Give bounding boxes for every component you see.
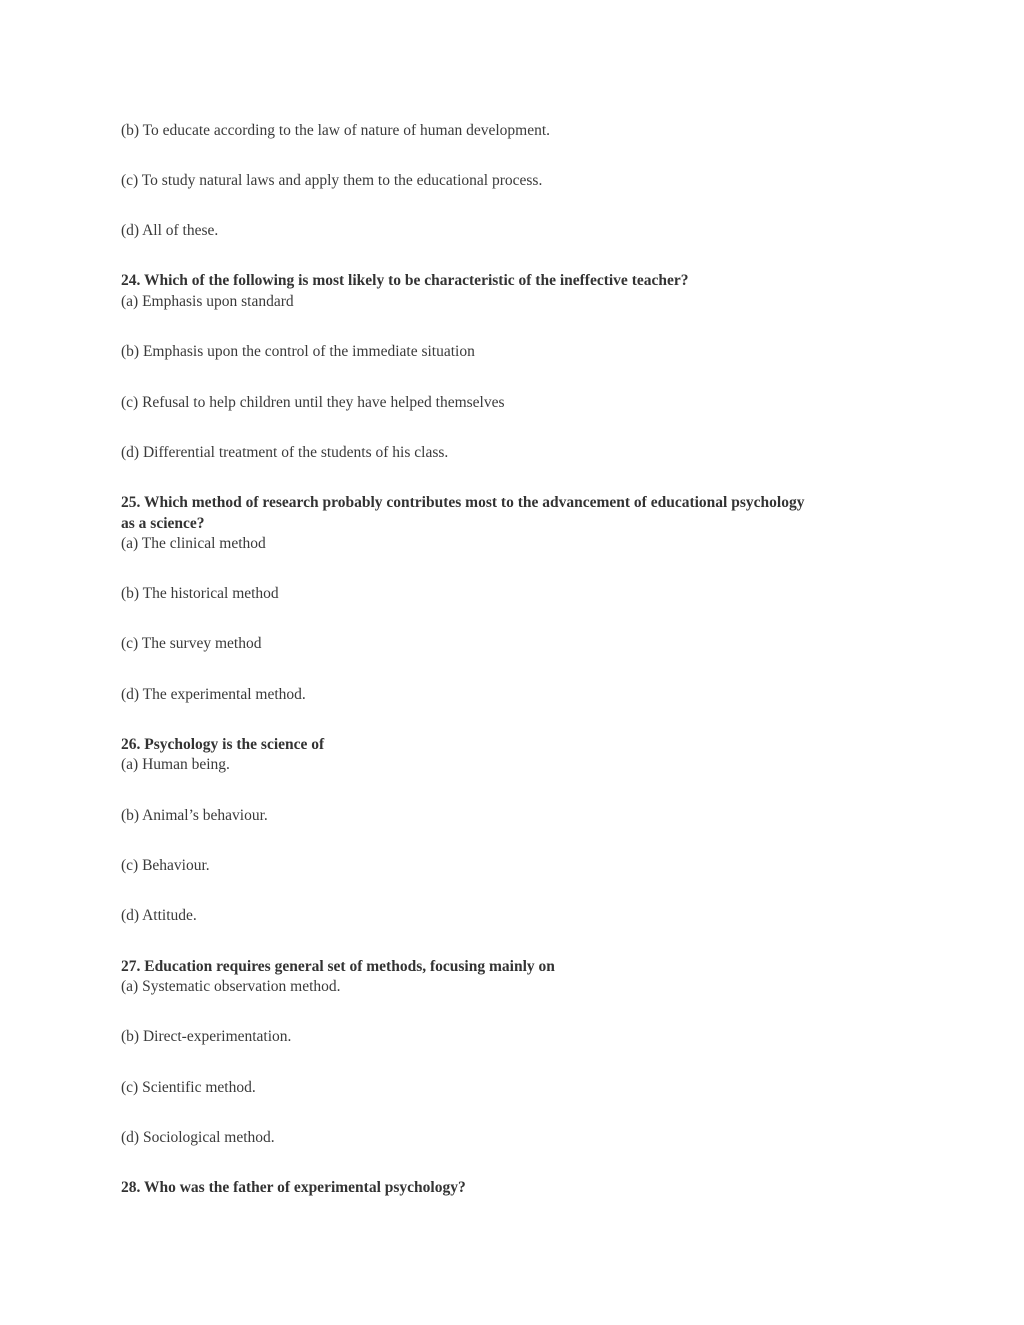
question-24: 24. Which of the following is most likely to be characteristic of the ineffective teacher? (121, 272, 689, 289)
question-25-continued: as a science? (121, 515, 205, 532)
q23-option-d: (d) All of these. (121, 222, 219, 239)
q27-option-d: (d) Sociological method. (121, 1129, 275, 1146)
q23-option-b: (b) To educate according to the law of nature of human development. (121, 122, 551, 139)
q26-option-b: (b) Animal’s behaviour. (121, 807, 268, 824)
question-27: 27. Education requires general set of methods, focusing mainly on (121, 958, 555, 975)
q27-option-b: (b) Direct-experimentation. (121, 1028, 292, 1045)
q25-option-b: (b) The historical method (121, 585, 279, 602)
q25-option-d: (d) The experimental method. (121, 686, 306, 703)
q27-option-c: (c) Scientific method. (121, 1079, 256, 1096)
q26-option-d: (d) Attitude. (121, 907, 197, 924)
q24-option-d: (d) Differential treatment of the students of his class. (121, 444, 449, 461)
q26-option-a: (a) Human being. (121, 756, 230, 773)
q26-option-c: (c) Behaviour. (121, 857, 210, 874)
question-28: 28. Who was the father of experimental psychology? (121, 1179, 466, 1196)
q23-option-c: (c) To study natural laws and apply them to the educational process. (121, 172, 543, 189)
question-26: 26. Psychology is the science of (121, 736, 325, 753)
q25-option-a: (a) The clinical method (121, 535, 266, 552)
q24-option-a: (a) Emphasis upon standard (121, 293, 294, 310)
q25-option-c: (c) The survey method (121, 635, 262, 652)
q27-option-a: (a) Systematic observation method. (121, 978, 341, 995)
q24-option-c: (c) Refusal to help children until they have helped themselves (121, 394, 505, 411)
question-25: 25. Which method of research probably contributes most to the advancement of educational psychology (121, 494, 805, 511)
q24-option-b: (b) Emphasis upon the control of the immediate situation (121, 343, 475, 360)
